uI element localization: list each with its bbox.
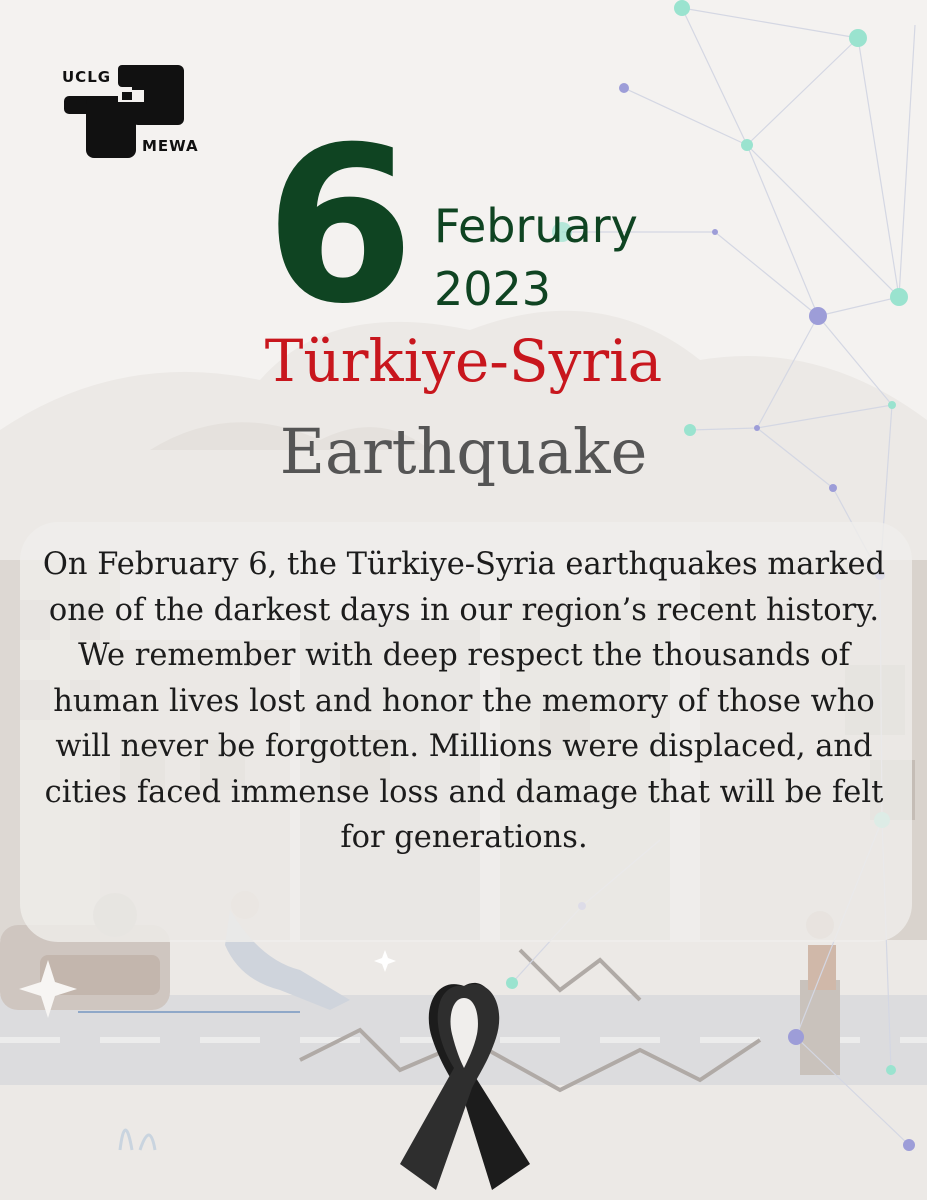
black-mourning-ribbon-icon xyxy=(396,968,532,1190)
date-year: 2023 xyxy=(434,262,552,316)
uclg-mewa-logo xyxy=(62,62,199,162)
title-line-2: Earthquake xyxy=(279,415,648,488)
title-line-1: Türkiye-Syria xyxy=(264,327,663,395)
date-month: February xyxy=(434,199,638,253)
body-text: On February 6, the Türkiye-Syria earthquakes marked one of the darkest days in our region’s recent history. We remember with deep respect the thousands of human lives lost and honor the memory of those who will never be forgotten. Millions were displaced, and cities faced immense loss and damage that will be felt for generations. xyxy=(42,547,886,855)
logo-bottom-text: MEWA xyxy=(142,137,199,155)
date-day: 6 xyxy=(265,100,411,351)
logo-top-text: UCLG xyxy=(62,68,112,86)
